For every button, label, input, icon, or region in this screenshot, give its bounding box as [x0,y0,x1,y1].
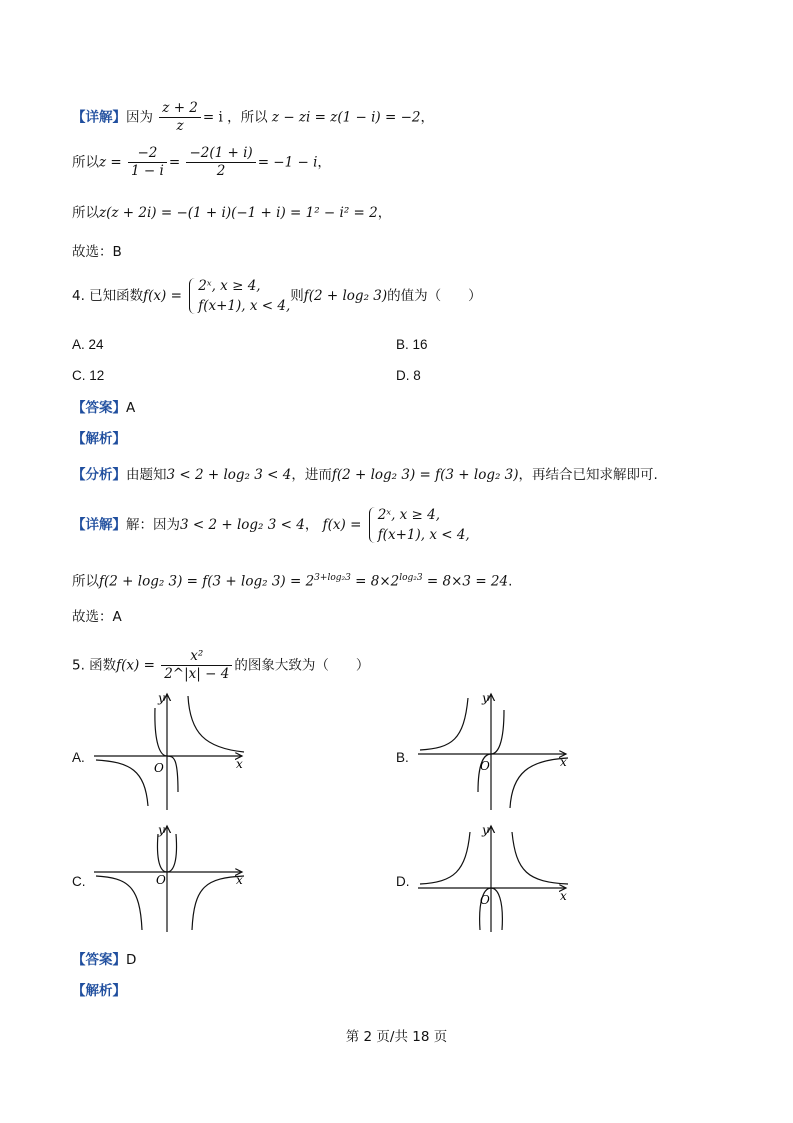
fraction: $\frac{-2}{1 - i}$ [128,145,167,180]
branch-left [420,698,468,750]
choose-a: 故选：A [72,609,122,625]
detail-line-1: 【详解】因为 $\frac{z + 2}{z}$ = i ，所以 z − zi = z(1 − i) = −2， [72,100,434,134]
graph-b [414,688,574,813]
piecewise-brace: 2ˣ, x ≥ 4, f(x+1), x < 4, [186,276,290,316]
page-footer: 第 2 页/共 18 页 [345,1029,448,1045]
x-label: x [236,873,243,887]
x-label: x [560,755,567,769]
graph-label-a: A. [72,750,85,765]
origin-label: O [480,893,490,907]
question-4: 4. 已知函数f(x) = 2ˣ, x ≥ 4, f(x+1), x < 4, 则f(2 + log₂ 3)的值为（ ） [72,278,482,314]
branch-left [96,760,148,806]
x-label: x [236,757,243,771]
origin-label: O [480,759,490,773]
answer-line-4: 【答案】A [72,400,136,416]
answer-line-5: 【答案】D [72,952,137,968]
branch-left [96,876,142,930]
option-d: D. 8 [396,368,421,383]
question-5: 5. 函数f(x) = $\frac{\text{x²}}{2\^{}|x| - 4}$ 的图象大致为（ ） [72,648,370,682]
graph-label-b: B. [396,750,409,765]
graph-label-c: C. [72,874,86,889]
fenxi-line: 【分析】由题知3 < 2 + log₂ 3 < 4，进而f(2 + log₂ 3) = f(3 + log₂ 3)，再结合已知求解即可. [72,467,658,483]
detail-tag: 【详解】 [72,109,126,126]
graph-a [90,688,250,813]
analysis-tag-4: 【解析】 [72,431,126,447]
y-label: y [482,691,489,705]
detail-line-q4: 【详解】解：因为3 < 2 + log₂ 3 < 4， f(x) = 2ˣ, x ≥ 4, f(x+1), x < 4, [72,507,470,543]
graph-label-d: D. [396,874,410,889]
y-label: y [158,691,165,705]
detail-line-3: 所以z(z + 2i) = −(1 + i)(−1 + i) = 1² − i² = 2， [72,205,392,221]
y-label: y [482,823,489,837]
so-line-q4: 所以f(2 + log₂ 3) = f(3 + log₂ $3) = 2^{3+log_23} = 8\times 2^{log_23} = 8\times 3 = 24$. [72,573,513,590]
analysis-tag-5: 【解析】 [72,983,126,999]
option-a: A. 24 [72,337,104,352]
branch-left [420,832,470,884]
choose-b: 故选：B [72,244,122,260]
origin-label: O [156,873,166,887]
graph-c [90,820,250,935]
piecewise-brace: 2ˣ, x ≥ 4, f(x+1), x < 4, [366,505,470,545]
option-c: C. 12 [72,368,105,383]
y-label: y [158,823,165,837]
origin-label: O [154,761,164,775]
detail-line-2: 所以z = $\frac{-2}{1 - i}$ = $\frac{-2(1 + i)}{2}$ = −1 − i， [72,145,331,179]
fraction: $\frac{-2(1 + i)}{2}$ [186,145,255,180]
fraction: $\frac{z + 2}{z}$ [159,100,201,135]
branch-right [188,696,244,752]
x-label: x [560,889,567,903]
fraction: $\frac{\text{x²}}{2\^{}|x| - 4}$ [161,648,232,683]
graph-d [414,820,574,935]
branch-right [512,832,568,884]
option-b: B. 16 [396,337,428,352]
